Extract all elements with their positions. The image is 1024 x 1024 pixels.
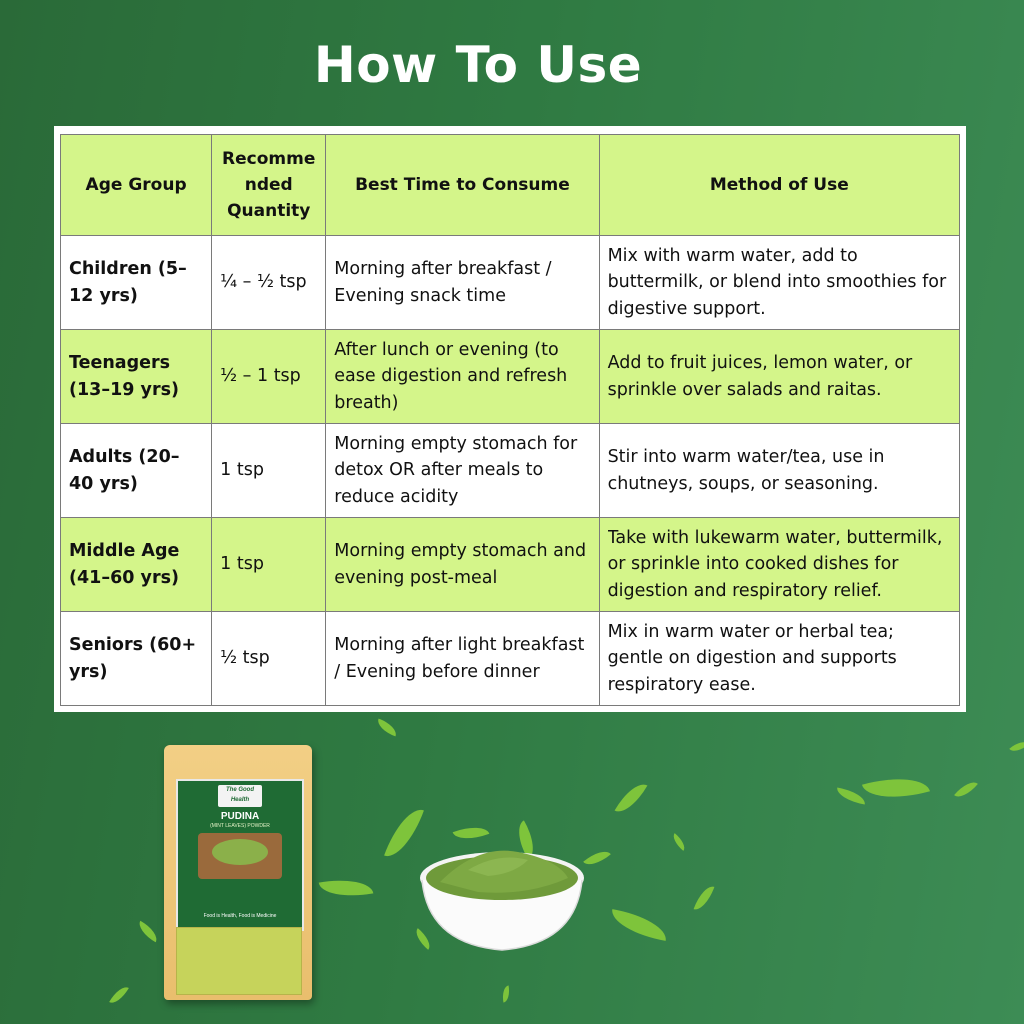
product-pouch-image: [164, 745, 312, 1000]
leaf-decoration: [583, 845, 611, 871]
powder-bowl-image: [418, 848, 586, 952]
leaf-decoration: [862, 768, 930, 808]
quantity-cell: ½ – 1 tsp: [212, 330, 326, 424]
product-subtitle: (MINT LEAVES) POWDER: [210, 823, 270, 829]
product-tagline: Food is Health, Food is Medicine: [203, 913, 277, 919]
pouch-bowl-illustration: [198, 833, 282, 879]
leaf-decoration: [109, 983, 129, 1007]
age-group-cell: Children (5–12 yrs): [61, 236, 212, 330]
usage-table: [60, 134, 960, 706]
leaf-decoration: [615, 778, 648, 819]
method-cell: Add to fruit juices, lemon water, or sprinkle over salads and raitas.: [599, 330, 959, 424]
leaf-decoration: [453, 821, 490, 846]
table-row: [61, 236, 960, 330]
header-age-group: Age Group: [61, 135, 212, 236]
usage-table-card: [54, 126, 966, 712]
header-recommended-quantity: Recomme nded Quantity: [212, 135, 326, 236]
leaf-decoration: [609, 909, 670, 941]
method-cell: Mix in warm water or herbal tea; gentle on digestion and supports respiratory ease.: [599, 612, 959, 706]
leaf-decoration: [319, 874, 374, 903]
leaf-decoration: [835, 787, 867, 804]
age-group-cell: Adults (20–40 yrs): [61, 424, 212, 518]
table-row: [61, 330, 960, 424]
age-group-cell: Seniors (60+ yrs): [61, 612, 212, 706]
method-cell-text: Take with lukewarm water, buttermilk, or sprinkle into cooked dishes for digestion and respiratory relief.: [607, 527, 943, 601]
leaf-decoration: [670, 833, 689, 851]
table-row: [61, 518, 960, 612]
pouch-label: [176, 779, 304, 931]
table-header-row: [61, 135, 960, 236]
table-row: [61, 424, 960, 518]
quantity-cell: 1 tsp: [212, 518, 326, 612]
best-time-cell: Morning empty stomach and evening post-meal: [326, 518, 599, 612]
best-time-cell: Morning after breakfast / Evening snack time: [326, 236, 599, 330]
age-group-cell: Middle Age (41–60 yrs): [61, 518, 212, 612]
page-title: How To Use: [313, 36, 643, 94]
quantity-cell: ¼ – ½ tsp: [212, 236, 326, 330]
product-name: PUDINA: [220, 811, 260, 822]
best-time-cell: After lunch or evening (to ease digestion and refresh breath): [326, 330, 599, 424]
brand-logo: The Good Health: [218, 785, 262, 807]
age-group-cell: Teenagers (13–19 yrs): [61, 330, 212, 424]
method-cell: Stir into warm water/tea, use in chutneys, soups, or seasoning.: [599, 424, 959, 518]
leaf-decoration: [501, 985, 512, 1002]
method-cell: [599, 518, 959, 612]
quantity-cell: 1 tsp: [212, 424, 326, 518]
leaf-decoration: [375, 719, 399, 737]
best-time-cell: Morning after light breakfast / Evening before dinner: [326, 612, 599, 706]
leaf-decoration: [954, 777, 978, 802]
header-best-time: Best Time to Consume: [326, 135, 599, 236]
leaf-decoration: [694, 883, 715, 913]
method-cell: Mix with warm water, add to buttermilk, or blend into smoothies for digestive support.: [599, 236, 959, 330]
table-row: [61, 612, 960, 706]
header-method-of-use: Method of Use: [599, 135, 959, 236]
pouch-window: [176, 927, 302, 995]
quantity-cell: ½ tsp: [212, 612, 326, 706]
best-time-cell: Morning empty stomach for detox OR after meals to reduce acidity: [326, 424, 599, 518]
leaf-decoration: [1009, 737, 1024, 755]
leaf-decoration: [135, 921, 161, 943]
